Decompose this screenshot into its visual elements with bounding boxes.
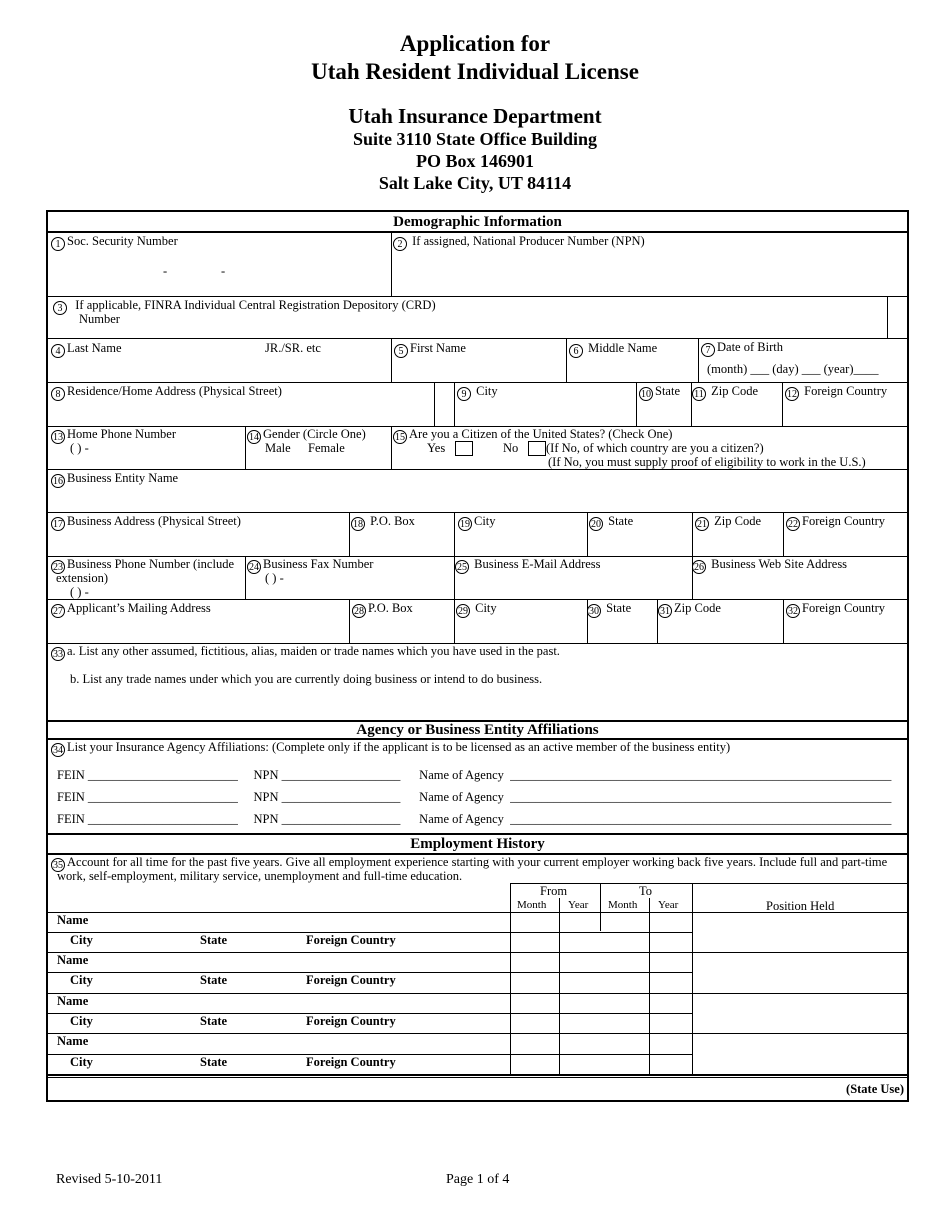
field-mailing-foreign-label: 32 Foreign Country: [788, 601, 885, 617]
field-other-names-label: 33 a. List any other assumed, fictitious, alias, maiden or trade names which you have used in the past.: [53, 644, 560, 660]
citizen-yes-checkbox[interactable]: [455, 441, 473, 456]
citizen-no-checkbox[interactable]: [528, 441, 546, 456]
agency-row-2[interactable]: FEIN ________________________ NPN ___________________ Name of Agency _____________________________________________________________: [57, 790, 892, 804]
emp-from-header: From: [540, 884, 568, 898]
field-suffix-label: JR./SR. etc: [265, 341, 321, 355]
citizen-no-label: No: [503, 441, 519, 455]
section-demographic-title: Demographic Information: [393, 214, 562, 230]
dob-input[interactable]: (month) ___ (day) ___ (year)____: [707, 362, 879, 376]
field-residence-label: 8 Residence/Home Address (Physical Street): [51, 384, 282, 401]
citizen-no-note-1: (If No, of which country are you a citizen?): [546, 441, 764, 455]
field-business-entity-label: 16 Business Entity Name: [53, 471, 179, 487]
emp-to-month-header: Month: [608, 899, 638, 911]
form-title-line2: Utah Resident Individual License: [311, 59, 639, 84]
field-business-fax-label: 24 Business Fax Number: [249, 557, 374, 573]
field-ssn-label: 1 Soc. Security Number: [51, 234, 178, 251]
last-name-input[interactable]: [51, 357, 386, 379]
field-dob-label: 7 Date of Birth: [701, 340, 783, 357]
emp-2-name-label: Name: [57, 953, 89, 967]
field-business-website-label: 26 Business Web Site Address: [694, 557, 848, 573]
emp-to-year-header: Year: [658, 899, 679, 911]
field-citizen-label: 15 Are you a Citizen of the United States? (Check One): [395, 427, 673, 443]
field-business-phone-label: 23 Business Phone Number (include: [53, 557, 234, 573]
citizen-no-note-2: (If No, you must supply proof of eligibility to work in the U.S.): [548, 455, 866, 469]
field-employment-instructions: 35 Account for all time for the past five years. Give all employment experience starting with your current employer working back five years. Include full and part-time: [53, 855, 888, 871]
field-crd-label-2: Number: [79, 312, 120, 326]
field-mailing-address-label: 27 Applicant’s Mailing Address: [53, 601, 211, 617]
business-entity-input[interactable]: [51, 487, 901, 509]
field-foreign-country-label: 12 Foreign Country: [787, 384, 888, 400]
field-mailing-city-label: 29 City: [458, 601, 497, 617]
field-business-pobox-label: 18 P.O. Box: [353, 514, 415, 530]
form-title-line1: Application for: [399, 31, 551, 56]
field-business-foreign-label: 22 Foreign Country: [788, 514, 885, 530]
field-first-name-label: 5 First Name: [394, 341, 466, 358]
field-mailing-zip-label: 31 Zip Code: [660, 601, 721, 617]
field-business-address-label: 17 Business Address (Physical Street): [53, 514, 241, 530]
field-home-phone-label: 13 Home Phone Number: [53, 427, 177, 443]
emp-1-foreign-label: Foreign Country: [306, 933, 396, 947]
emp-4-state-label: State: [200, 1055, 228, 1069]
field-business-phone-label-2: extension): [56, 571, 109, 585]
field-employment-instructions-2: work, self-employment, military service, unemployment and full-time education.: [57, 869, 463, 883]
emp-3-state-label: State: [200, 1014, 228, 1028]
citizen-yes-label: Yes: [427, 441, 446, 455]
npn-input[interactable]: [395, 250, 900, 292]
field-npn-label: 2 If assigned, National Producer Number (NPN): [393, 234, 645, 251]
emp-3-foreign-label: Foreign Country: [306, 1014, 396, 1028]
emp-from-month-header: Month: [517, 899, 547, 911]
field-city-label: 9 City: [457, 384, 498, 401]
emp-position-header: Position Held: [766, 899, 835, 913]
residence-city-input[interactable]: [457, 400, 632, 422]
field-business-zip-label: 21 Zip Code: [697, 514, 761, 530]
field-mailing-state-label: 30 State: [589, 601, 632, 617]
emp-3-name-label: Name: [57, 994, 89, 1008]
field-middle-name-label: 6 Middle Name: [569, 341, 657, 358]
emp-4-name-label: Name: [57, 1034, 89, 1048]
gender-male-option[interactable]: Male: [265, 441, 291, 455]
emp-2-city-label: City: [70, 973, 93, 987]
ssn-dash-1: -: [163, 264, 168, 278]
field-crd-label: 3 If applicable, FINRA Individual Central Registration Depository (CRD): [53, 298, 436, 315]
field-zip-label: 11 Zip Code: [692, 384, 758, 401]
ssn-dash-2: -: [221, 264, 226, 278]
section-agency-title: Agency or Business Entity Affiliations: [356, 722, 599, 738]
state-use-label: (State Use): [846, 1082, 904, 1096]
gender-female-option[interactable]: Female: [308, 441, 345, 455]
field-gender-label: 14 Gender (Circle One): [249, 427, 366, 443]
emp-to-header: To: [639, 884, 653, 898]
emp-1-state-label: State: [200, 933, 228, 947]
crd-input[interactable]: [548, 298, 878, 334]
field-business-state-label: 20 State: [591, 514, 634, 530]
department-address-2: PO Box 146901: [415, 151, 534, 171]
department-address-3: Salt Lake City, UT 84114: [378, 173, 572, 193]
revised-date: Revised 5-10-2011: [56, 1172, 163, 1187]
agency-row-3[interactable]: FEIN ________________________ NPN ___________________ Name of Agency _____________________________________________________________: [57, 812, 892, 826]
business-phone-input[interactable]: ( ) -: [70, 585, 89, 599]
page-number: Page 1 of 4: [446, 1172, 510, 1187]
emp-4-city-label: City: [70, 1055, 93, 1069]
department-address-1: Suite 3110 State Office Building: [352, 129, 597, 149]
emp-1-city-label: City: [70, 933, 93, 947]
field-last-name-label: 4 Last Name: [51, 341, 122, 358]
ssn-input[interactable]: [51, 250, 386, 292]
section-employment-title: Employment History: [410, 836, 545, 852]
field-state-label: 10 State: [641, 384, 680, 400]
emp-4-foreign-label: Foreign Country: [306, 1055, 396, 1069]
emp-3-city-label: City: [70, 1014, 93, 1028]
emp-2-state-label: State: [200, 973, 228, 987]
emp-from-year-header: Year: [568, 899, 589, 911]
agency-row-1[interactable]: FEIN ________________________ NPN ___________________ Name of Agency _____________________________________________________________: [57, 768, 892, 782]
application-form: [46, 210, 909, 1102]
field-mailing-pobox-label: 28 P.O. Box: [354, 601, 413, 617]
emp-1-name-label: Name: [57, 913, 89, 927]
home-phone-input[interactable]: ( ) -: [70, 441, 89, 455]
field-business-email-label: 25 Business E-Mail Address: [457, 557, 601, 573]
residence-address-input[interactable]: [51, 400, 431, 422]
first-name-input[interactable]: [395, 357, 565, 379]
middle-name-input[interactable]: [569, 357, 694, 379]
emp-2-foreign-label: Foreign Country: [306, 973, 396, 987]
field-trade-names-label: b. List any trade names under which you are currently doing business or intend to do business.: [70, 672, 543, 686]
business-fax-input[interactable]: ( ) -: [265, 571, 284, 585]
field-business-city-label: 19 City: [460, 514, 496, 530]
field-agency-affiliations-label: 34 List your Insurance Agency Affiliations: (Complete only if the applicant is to be licensed as an active member of the business entity): [53, 740, 731, 756]
trade-names-input[interactable]: [68, 688, 898, 716]
department-name: Utah Insurance Department: [348, 104, 602, 128]
